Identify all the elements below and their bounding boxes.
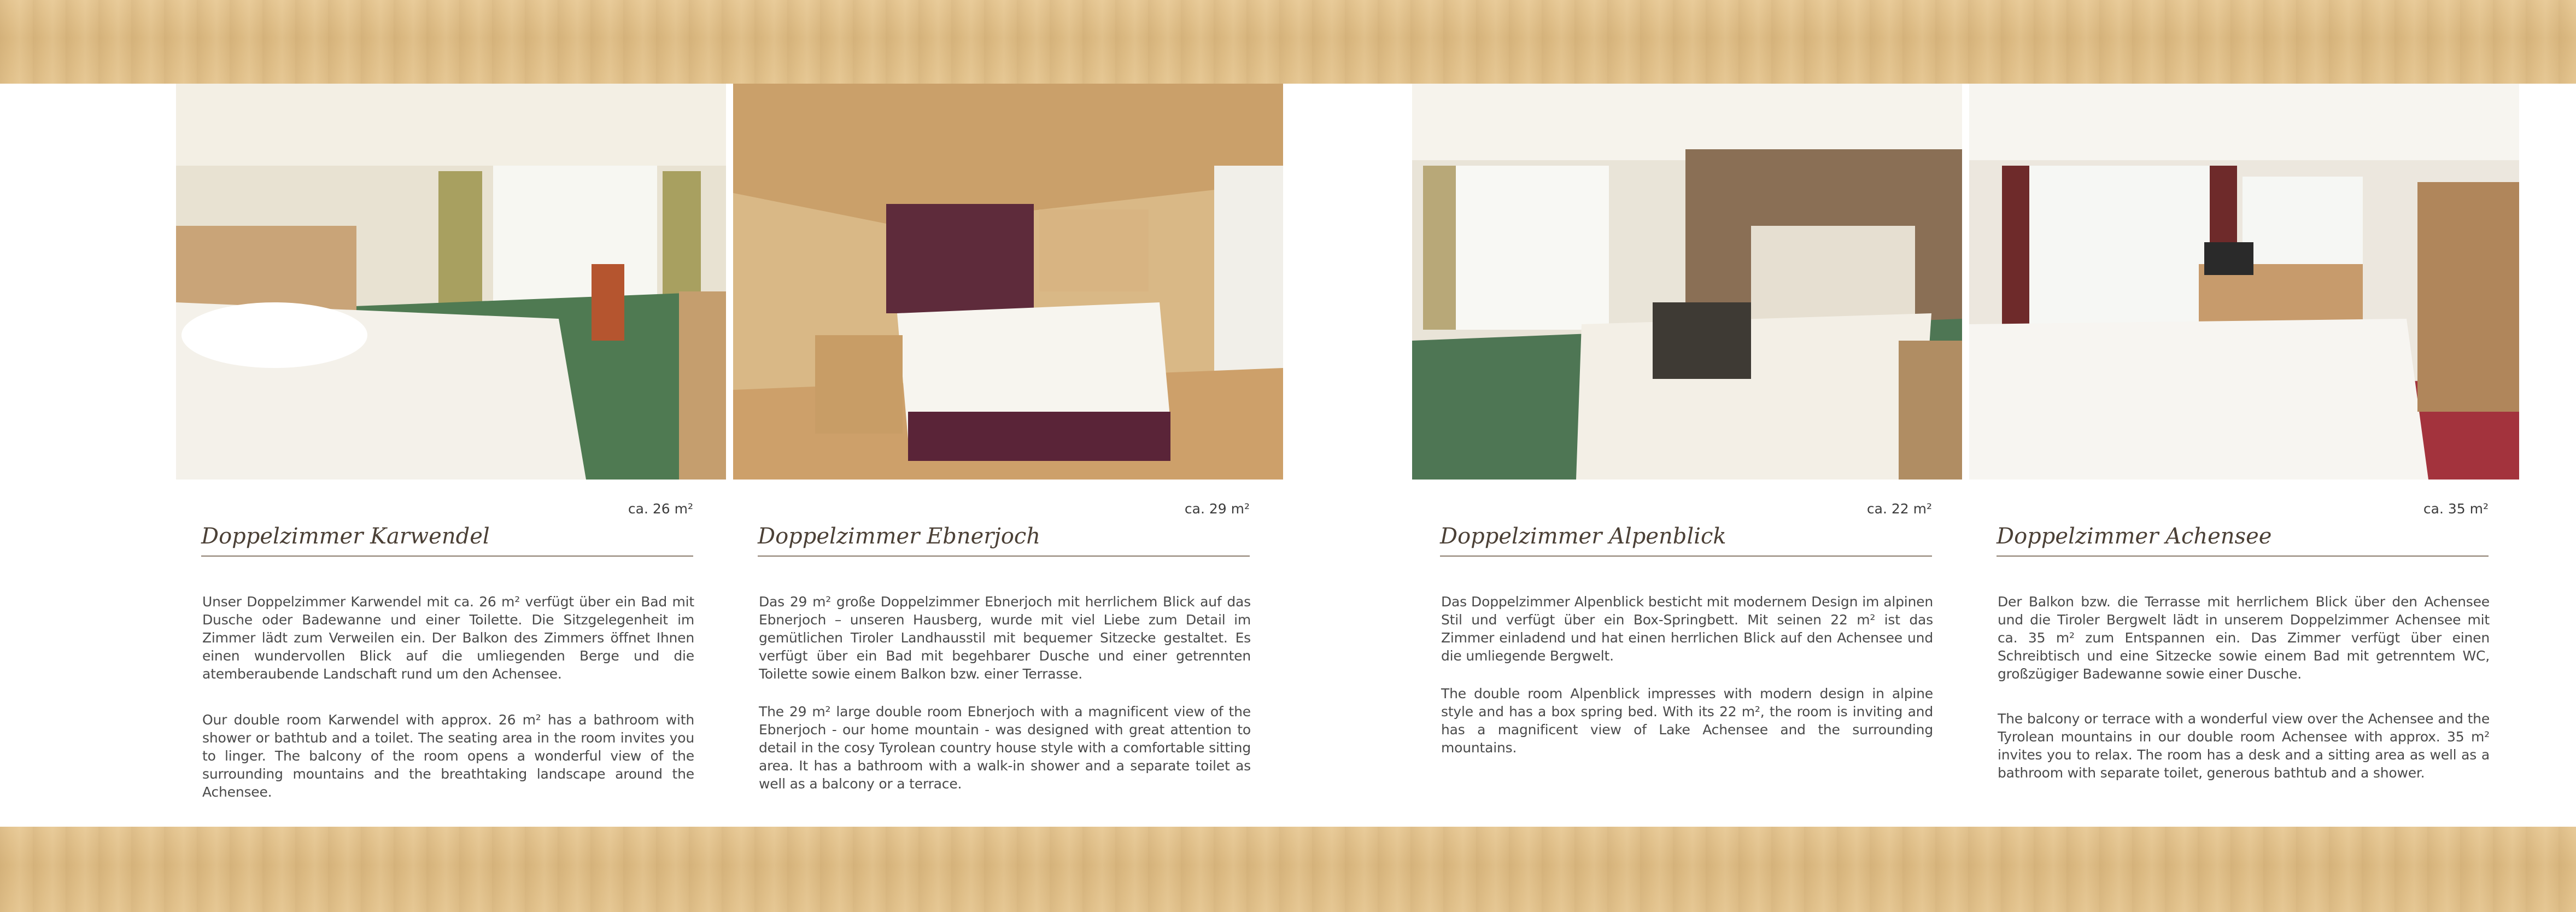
room-size: ca. 29 m² (1184, 501, 1250, 517)
wood-frame-bottom (0, 827, 2576, 912)
room-description-en: Our double room Karwendel with approx. 26 m² has a bathroom with shower or bathtub and a toilet. The seating area in the room invites you to linger. The balcony of the room opens a wonderful view of the surrounding mountains and the breathtaking landscape around the Achensee. (202, 712, 694, 800)
room-photo-achensee (1969, 84, 2519, 480)
room-photo-ebnerjoch (733, 84, 1283, 480)
room-size: ca. 35 m² (2423, 501, 2489, 517)
room-description-de: Unser Doppelzimmer Karwendel mit ca. 26 m² verfügt über ein Bad mit Dusche oder Badewanne und einer Toilette. Die Sitzgelegenheit im Zimmer lädt zum Verweilen ein. Der Balkon des Zimmers öffnet Ihnen einen wundervollen Blick auf die umliegenden Berge und die atemberaubende Landschaft rund um den Achensee. (202, 594, 694, 682)
room-size: ca. 26 m² (628, 501, 693, 517)
room-title: Doppelzimmer Achensee (1997, 524, 2489, 557)
room-description-en: The 29 m² large double room Ebnerjoch with a magnificent view of the Ebnerjoch - our home mountain - was designed with great attention to detail in the cosy Tyrolean country house style with a comfortable sitting area. It has a bathroom with a walk-in shower and a separate toilet as well as a balcony or a terrace. (759, 704, 1251, 792)
wood-frame-top (0, 0, 2576, 84)
room-size: ca. 22 m² (1866, 501, 1932, 517)
room-description-de: Der Balkon bzw. die Terrasse mit herrlichem Blick über den Achensee und die Tiroler Bergwelt lädt in unserem Doppelzimmer Achensee mit ca. 35 m² zum Entspannen ein. Das Zimmer verfügt über einen Schreibtisch und eine Sitzecke sowie einem Bad mit getrenntem WC, großzügiger Badewanne sowie einer Dusche. (1998, 594, 2490, 682)
room-title: Doppelzimmer Karwendel (201, 524, 693, 557)
room-photo-karwendel (176, 84, 726, 480)
room-description-de: Das 29 m² große Doppelzimmer Ebnerjoch mit herrlichem Blick auf das Ebnerjoch – unseren Hausberg, wurde mit viel Liebe zum Detail im gemütlichen Tiroler Landhausstil mit bequemer Sitzecke gestaltet. Es verfügt über ein Bad mit begehbarer Dusche und einer getrennten Toilette sowie einem Balkon bzw. einer Terrasse. (759, 594, 1251, 682)
room-title: Doppelzimmer Alpenblick (1440, 524, 1932, 557)
room-description-en: The double room Alpenblick impresses with modern design in alpine style and has a box spring bed. With its 22 m², the room is inviting and has a magnificent view of Lake Achensee and the surrounding mountains. (1441, 686, 1933, 756)
room-photo-alpenblick (1412, 84, 1962, 480)
room-description-en: The balcony or terrace with a wonderful view over the Achensee and the Tyrolean mountains in our double room Achensee with approx. 35 m² invites you to relax. The room has a desk and a sitting area as well as a bathroom with separate toilet, generous bathtub and a shower. (1998, 711, 2490, 781)
room-description-de: Das Doppelzimmer Alpenblick besticht mit modernem Design im alpinen Stil und verfügt über ein Box-Springbett. Mit seinen 22 m² ist das Zimmer einladend und hat einen herrlichen Blick auf den Achensee und die umliegende Bergwelt. (1441, 594, 1933, 664)
room-title: Doppelzimmer Ebnerjoch (758, 524, 1250, 557)
